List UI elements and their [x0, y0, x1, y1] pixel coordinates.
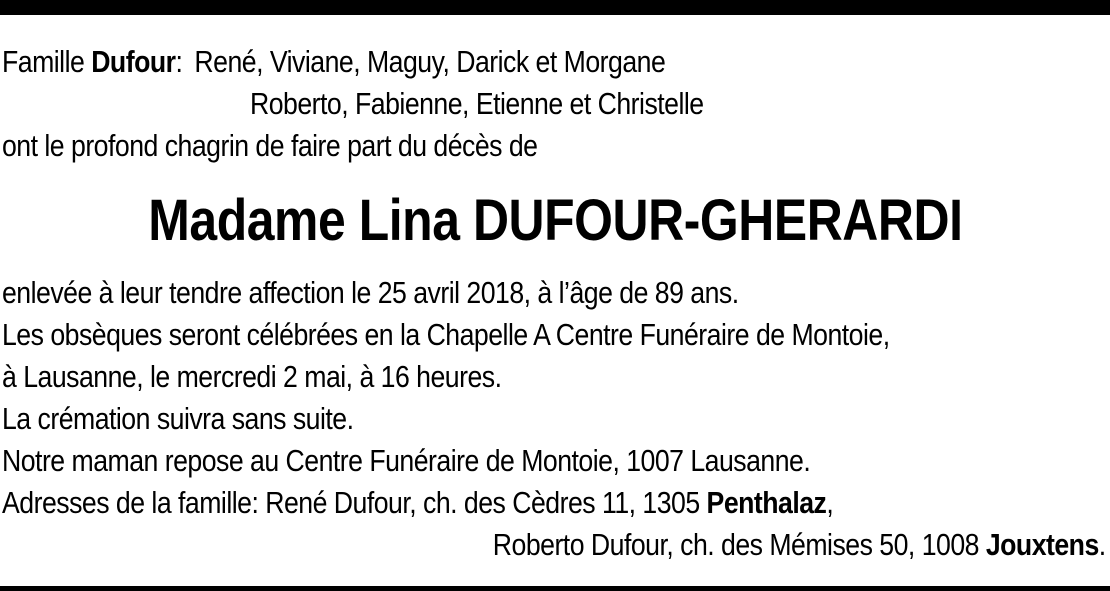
deceased-name: Madame Lina DUFOUR-GHERARDI [147, 188, 963, 253]
family-prefix: Famille [2, 44, 92, 79]
family-members-second-row: Roberto, Fabienne, Etienne et Christelle [250, 86, 704, 121]
address-2-text: Roberto Dufour, ch. des Mémises 50, 1008 [493, 527, 987, 562]
address-1-end: , [826, 485, 834, 520]
cremation-line: La crémation suivra sans suite. [2, 401, 354, 436]
top-border-rule [0, 0, 1110, 15]
address-1-text: Adresses de la famille: René Dufour, ch. des Cèdres 11, 1305 [2, 485, 707, 520]
address-1-place: Penthalaz [706, 485, 827, 520]
funeral-line-2: à Lausanne, le mercredi 2 mai, à 16 heures. [2, 359, 502, 394]
bottom-border-rule [0, 586, 1110, 591]
family-address-line-2 [493, 525, 1106, 565]
deceased-name-heading [0, 186, 1110, 256]
address-2-place: Jouxtens [986, 527, 1100, 562]
address-2-end: . [1099, 527, 1106, 562]
family-name: Dufour [91, 44, 176, 79]
family-line [2, 42, 665, 82]
family-members-first-row: René, Viviane, Maguy, Darick et Morgane [194, 44, 666, 79]
intro-line: ont le profond chagrin de faire part du décès de [2, 128, 538, 163]
family-address-line-1 [2, 483, 833, 523]
funeral-line-1: Les obsèques seront célébrées en la Chapelle A Centre Funéraire de Montoie, [2, 317, 890, 352]
death-notice-line: enlevée à leur tendre affection le 25 avril 2018, à l’âge de 89 ans. [2, 275, 739, 310]
family-colon: : [175, 44, 183, 79]
rest-place-line: Notre maman repose au Centre Funéraire de Montoie, 1007 Lausanne. [2, 443, 811, 478]
